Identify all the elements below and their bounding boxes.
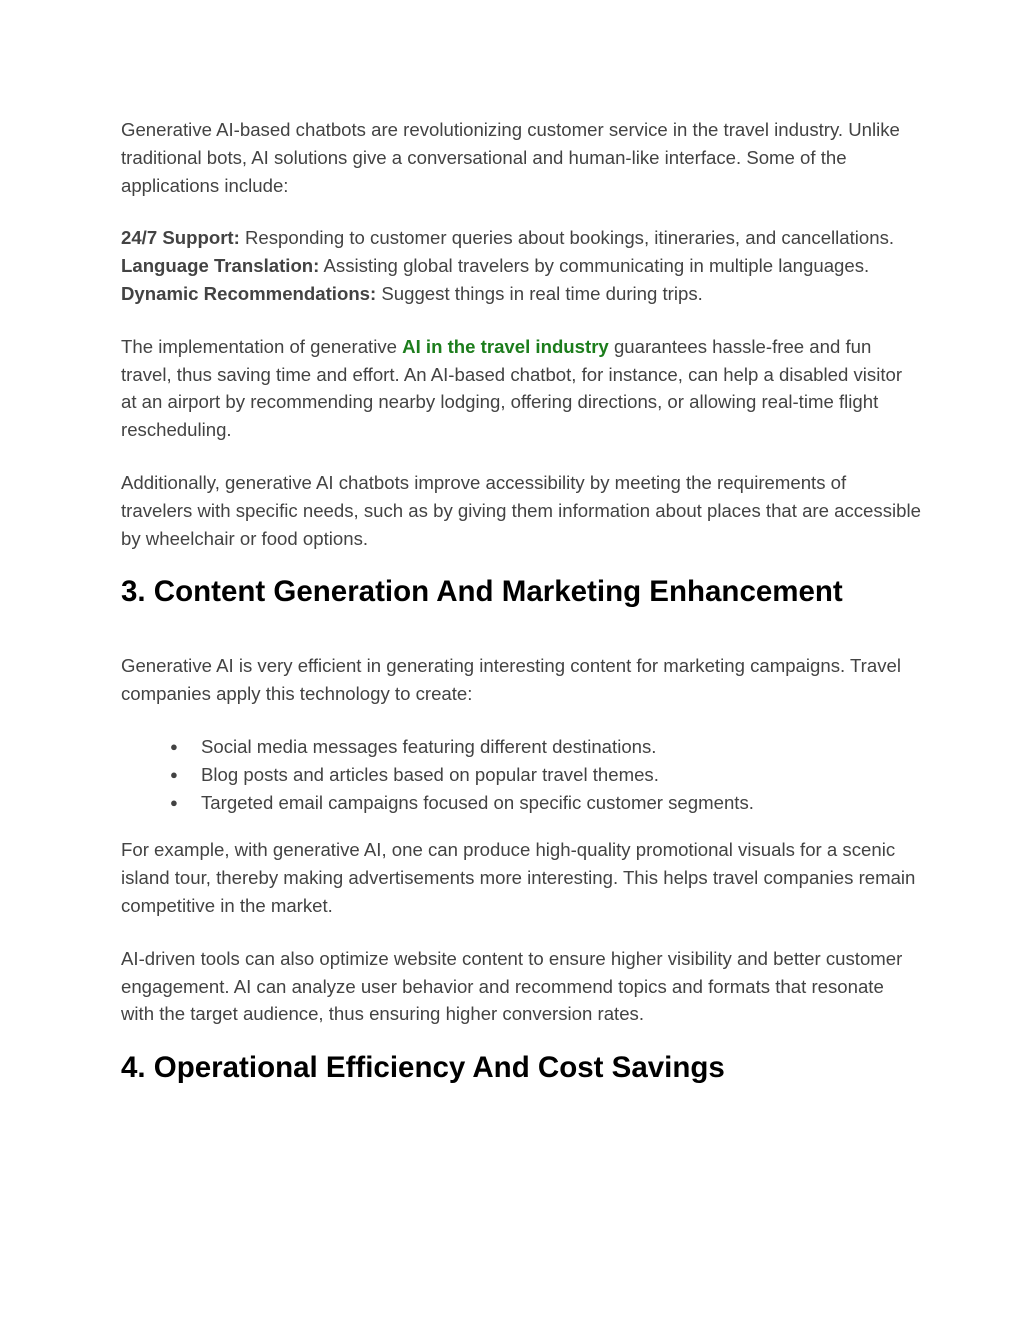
list-item: ● Social media messages featuring different destinations.	[201, 733, 921, 761]
application-item-translation	[121, 252, 921, 280]
implementation-paragraph	[121, 333, 921, 444]
example-paragraph: For example, with generative AI, one can produce high-quality promotional visuals for a scenic island tour, thereby making advertisements more interesting. This helps travel companies remain competitive in the market.	[121, 839, 916, 916]
implementation-text-before: The implementation of generative	[121, 335, 403, 357]
application-text: Suggest things in real time during trips.	[376, 282, 703, 304]
application-label: 24/7 Support:	[121, 227, 240, 249]
bullet-icon: ●	[170, 794, 178, 810]
list-item: ● Blog posts and articles based on popular travel themes.	[201, 761, 921, 789]
accessibility-paragraph: Additionally, generative AI chatbots improve accessibility by meeting the requirements of travelers with specific needs, such as by giving them information about places that are accessible by wheelchair or food options.	[121, 471, 921, 549]
document-page	[121, 116, 921, 1086]
application-label: Dynamic Recommendations:	[121, 282, 377, 304]
ai-travel-industry-link[interactable]: AI in the travel industry	[402, 335, 609, 357]
application-item-recommendations	[121, 280, 921, 308]
intro-paragraph: Generative AI-based chatbots are revolutionizing customer service in the travel industry. Unlike traditional bots, AI solutions give a conversational and human-like interface. Some of the applications include:	[121, 119, 900, 196]
application-text: Assisting global travelers by communicating in multiple languages.	[319, 255, 870, 277]
applications-list	[121, 224, 921, 307]
section-3-intro: Generative AI is very efficient in generating interesting content for marketing campaigns. Travel companies apply this technology to create:	[121, 655, 901, 705]
implementation-text-after: guarantees hassle-free and fun travel, thus saving time and effort. An AI-based chatbot, for instance, can help a disabled visitor at an airport by recommending nearby lodging, offering directions, or allowing real-time flight rescheduling.	[121, 335, 903, 441]
section-3-heading: 3. Content Generation And Marketing Enhancement	[121, 575, 843, 609]
bullet-icon: ●	[170, 738, 178, 754]
list-item: ● Targeted email campaigns focused on specific customer segments.	[201, 789, 921, 817]
section-4-heading: 4. Operational Efficiency And Cost Savings	[121, 1051, 725, 1085]
bullet-icon: ●	[170, 766, 178, 782]
application-label: Language Translation:	[121, 255, 320, 277]
application-text: Responding to customer queries about bookings, itineraries, and cancellations.	[239, 227, 895, 249]
marketing-bullet-list	[121, 733, 921, 816]
application-item-support	[121, 224, 921, 252]
tools-paragraph: AI-driven tools can also optimize website content to ensure higher visibility and better customer engagement. AI can analyze user behavior and recommend topics and formats that resonate with the target audience, thus ensuring higher conversion rates.	[121, 947, 903, 1025]
